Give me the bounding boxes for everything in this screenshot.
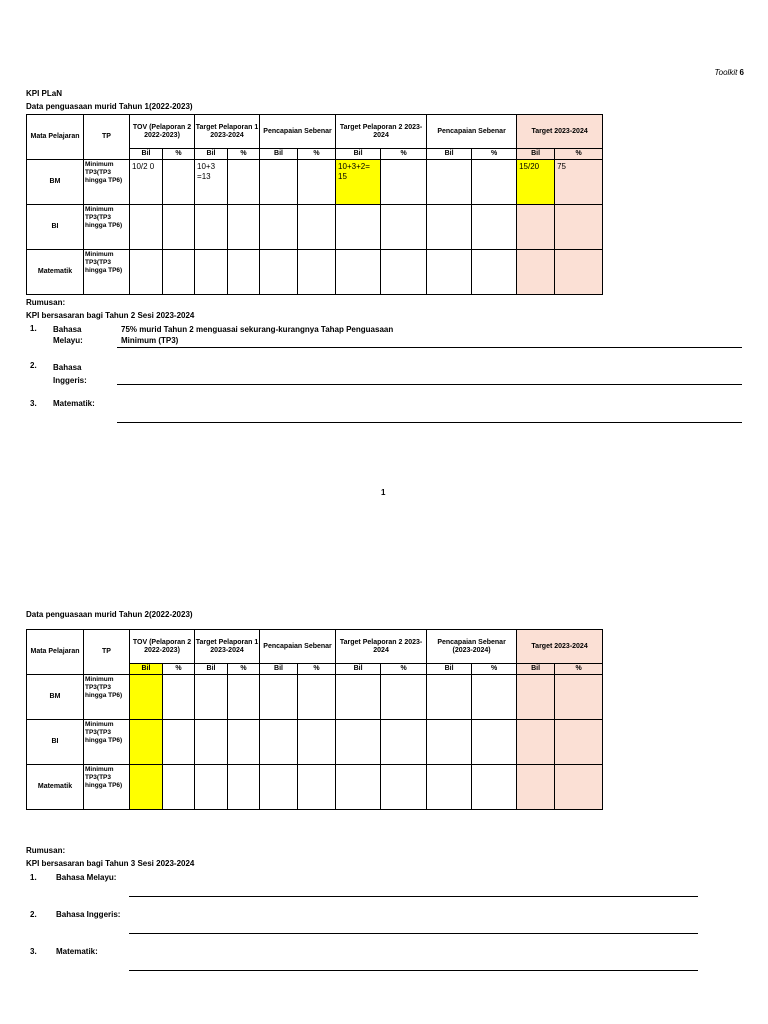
subject-cell: BI <box>27 720 84 765</box>
item-label-bi: Bahasa Inggeris: <box>53 363 87 385</box>
subheader-pct: % <box>163 664 195 675</box>
table-cell <box>195 250 228 295</box>
answer-line <box>117 347 742 348</box>
table-cell <box>298 205 336 250</box>
header-target2: Target Pelaporan 2 2023-2024 <box>336 630 427 664</box>
subheader-pct: % <box>555 149 603 160</box>
item-label-math: Matematik: <box>56 947 98 956</box>
table-cell <box>298 765 336 810</box>
table-cell <box>163 765 195 810</box>
table-cell <box>381 675 427 720</box>
item-text-bm: 75% murid Tahun 2 menguasai sekurang-kurangnya Tahap Penguasaan Minimum (TP3) <box>121 325 394 345</box>
tp-cell: Minimum TP3(TP3 hingga TP6) <box>84 160 130 205</box>
header-mata-pelajaran: Mata Pelajaran <box>27 115 84 160</box>
subject-cell: BM <box>27 160 84 205</box>
item-number: 1. <box>30 873 37 882</box>
table-cell <box>555 205 603 250</box>
table-cell <box>163 160 195 205</box>
table-cell <box>472 720 517 765</box>
subheader-pct: % <box>472 149 517 160</box>
table-cell <box>298 675 336 720</box>
tov-bil-cell: 10/2 0 <box>130 160 163 205</box>
table-cell <box>472 675 517 720</box>
table-cell <box>381 160 427 205</box>
table-cell <box>336 720 381 765</box>
header-pencapaian2: Pencapaian Sebenar <box>427 115 517 149</box>
subheader-bil: Bil <box>336 664 381 675</box>
subheader-bil: Bil <box>195 664 228 675</box>
kpi-title-tahun2: KPI bersasaran bagi Tahun 2 Sesi 2023-2024 <box>26 311 195 320</box>
table-cell <box>130 765 163 810</box>
table-cell <box>195 765 228 810</box>
table-cell <box>195 205 228 250</box>
table-row <box>27 675 603 720</box>
table-cell <box>517 675 555 720</box>
tp-cell: Minimum TP3(TP3 hingga TP6) <box>84 250 130 295</box>
table-cell <box>336 250 381 295</box>
table-cell <box>427 160 472 205</box>
target1-bil-cell: 10+3 =13 <box>195 160 228 205</box>
subheader-bil: Bil <box>130 664 163 675</box>
table-cell <box>260 205 298 250</box>
header-pencapaian1: Pencapaian Sebenar <box>260 630 336 664</box>
table-cell <box>228 250 260 295</box>
table-cell <box>472 205 517 250</box>
subheader-pct: % <box>298 664 336 675</box>
table-cell <box>228 765 260 810</box>
table-cell <box>298 160 336 205</box>
item-number: 3. <box>30 399 37 408</box>
table-cell <box>336 205 381 250</box>
table-cell <box>298 720 336 765</box>
table-cell <box>130 720 163 765</box>
item-number: 3. <box>30 947 37 956</box>
table-row <box>27 250 603 295</box>
answer-line <box>129 933 698 934</box>
table-cell <box>381 765 427 810</box>
table-cell <box>228 160 260 205</box>
target2-bil-cell: 10+3+2= 15 <box>336 160 381 205</box>
table-cell <box>472 765 517 810</box>
table-cell <box>260 250 298 295</box>
toolkit-label: Toolkit 6 <box>714 68 744 77</box>
table-cell <box>427 720 472 765</box>
table-cell <box>130 250 163 295</box>
table-cell <box>517 765 555 810</box>
subject-cell: Matematik <box>27 765 84 810</box>
table-cell <box>130 205 163 250</box>
table-cell <box>472 160 517 205</box>
subheader-bil: Bil <box>517 149 555 160</box>
table-cell <box>427 205 472 250</box>
table-cell <box>427 250 472 295</box>
table-cell <box>381 205 427 250</box>
item-label-bi: Bahasa Inggeris: <box>56 910 121 919</box>
subheader-pct: % <box>228 664 260 675</box>
item-number: 2. <box>30 910 37 919</box>
table2-title: Data penguasaan murid Tahun 2(2022-2023) <box>26 610 193 619</box>
item-label-bm: Bahasa Melayu: <box>56 873 117 882</box>
final-bil-cell: 15/20 <box>517 160 555 205</box>
rumusan-label: Rumusan: <box>26 846 66 855</box>
table-row <box>27 720 603 765</box>
page-number: 1 <box>381 488 386 497</box>
table-cell <box>228 720 260 765</box>
header-target2: Target Pelaporan 2 2023-2024 <box>336 115 427 149</box>
subheader-bil: Bil <box>260 149 298 160</box>
table-row <box>27 205 603 250</box>
table-row <box>27 765 603 810</box>
subheader-pct: % <box>163 149 195 160</box>
table-cell <box>228 675 260 720</box>
subheader-bil: Bil <box>427 149 472 160</box>
table-cell <box>517 205 555 250</box>
subheader-pct: % <box>298 149 336 160</box>
header-pencapaian1: Pencapaian Sebenar <box>260 115 336 149</box>
subheader-bil: Bil <box>195 149 228 160</box>
header-tov: TOV (Pelaporan 2 2022-2023) <box>130 115 195 149</box>
table-cell <box>260 675 298 720</box>
table-cell <box>228 205 260 250</box>
item-number: 2. <box>30 361 37 370</box>
item-label-bm: Bahasa Melayu: <box>53 325 83 345</box>
header-target1: Target Pelaporan 1 2023-2024 <box>195 630 260 664</box>
table-cell <box>336 765 381 810</box>
subject-cell: Matematik <box>27 250 84 295</box>
subheader-bil: Bil <box>336 149 381 160</box>
table-cell <box>260 765 298 810</box>
subheader-bil: Bil <box>130 149 163 160</box>
table1-title: Data penguasaan murid Tahun 1(2022-2023) <box>26 102 193 111</box>
table-tahun2 <box>26 629 603 810</box>
header-mata-pelajaran: Mata Pelajaran <box>27 630 84 675</box>
subheader-bil: Bil <box>260 664 298 675</box>
table-cell <box>427 675 472 720</box>
table-tahun1 <box>26 114 603 295</box>
subheader-bil: Bil <box>517 664 555 675</box>
subheader-pct: % <box>555 664 603 675</box>
subheader-pct: % <box>381 149 427 160</box>
header-pencapaian2: Pencapaian Sebenar (2023-2024) <box>427 630 517 664</box>
answer-line <box>129 896 698 897</box>
table-cell <box>555 250 603 295</box>
table-cell <box>130 675 163 720</box>
header-tp: TP <box>84 630 130 675</box>
item-number: 1. <box>30 324 37 333</box>
table-cell <box>298 250 336 295</box>
table-cell <box>555 720 603 765</box>
subheader-bil: Bil <box>427 664 472 675</box>
table-cell <box>163 205 195 250</box>
subject-cell: BM <box>27 675 84 720</box>
table-row <box>27 160 603 205</box>
subject-cell: BI <box>27 205 84 250</box>
subheader-pct: % <box>472 664 517 675</box>
table-cell <box>163 250 195 295</box>
answer-line <box>117 422 742 423</box>
header-target1: Target Pelaporan 1 2023-2024 <box>195 115 260 149</box>
table-cell <box>517 250 555 295</box>
table-cell <box>336 675 381 720</box>
table-cell <box>427 765 472 810</box>
table-cell <box>195 675 228 720</box>
table-cell <box>555 765 603 810</box>
answer-line <box>117 384 742 385</box>
heading-kpi-plan: KPI PLaN <box>26 89 63 98</box>
table-cell <box>260 720 298 765</box>
rumusan-label: Rumusan: <box>26 298 66 307</box>
table-cell <box>381 250 427 295</box>
final-pct-cell: 75 <box>555 160 603 205</box>
table-cell <box>381 720 427 765</box>
tp-cell: Minimum TP3(TP3 hingga TP6) <box>84 205 130 250</box>
table-cell <box>517 720 555 765</box>
answer-line <box>129 970 698 971</box>
table-cell <box>163 720 195 765</box>
header-target-final: Target 2023-2024 <box>517 115 603 149</box>
header-tp: TP <box>84 115 130 160</box>
tp-cell: Minimum TP3(TP3 hingga TP6) <box>84 720 130 765</box>
table-cell <box>555 675 603 720</box>
header-tov: TOV (Pelaporan 2 2022-2023) <box>130 630 195 664</box>
tp-cell: Minimum TP3(TP3 hingga TP6) <box>84 675 130 720</box>
kpi-title-tahun3: KPI bersasaran bagi Tahun 3 Sesi 2023-2024 <box>26 859 195 868</box>
table-cell <box>195 720 228 765</box>
subheader-pct: % <box>228 149 260 160</box>
table-cell <box>260 160 298 205</box>
subheader-pct: % <box>381 664 427 675</box>
table-cell <box>472 250 517 295</box>
tp-cell: Minimum TP3(TP3 hingga TP6) <box>84 765 130 810</box>
item-label-math: Matematik: <box>53 399 95 408</box>
table-cell <box>163 675 195 720</box>
header-target-final: Target 2023-2024 <box>517 630 603 664</box>
